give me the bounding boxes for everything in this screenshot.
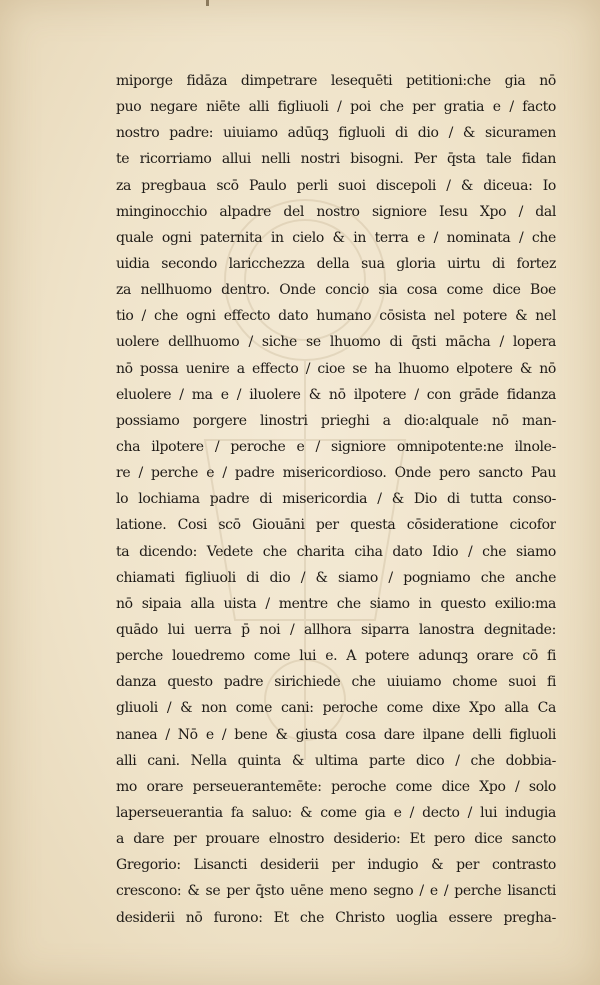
text-line: eluolere / ma e / iluolere & nō ilpotere / con grāde fidanza bbox=[116, 386, 556, 403]
text-line: cha ilpotere / peroche e / signiore omnipotente:ne ilnole- bbox=[116, 438, 556, 455]
text-line: mo orare perseuerantemēte: peroche come dice Xpo / solo bbox=[116, 778, 556, 795]
text-line: lo lochiama padre di misericordia / & Dio di tutta conso- bbox=[116, 491, 556, 508]
text-line: nanea / Nō e / bene & giusta cosa dare ilpane delli figluoli bbox=[116, 726, 556, 743]
text-line: chiamati figliuoli di dio / & siamo / pogniamo che anche bbox=[116, 569, 556, 586]
text-line: a dare per prouare elnostro desiderio: Et pero dice sancto bbox=[116, 831, 556, 848]
text-line: desiderii nō furono: Et che Christo uoglia essere pregha- bbox=[116, 909, 556, 926]
text-line: quādo lui uerra p̄ noi / allhora siparra lanostra degnitade: bbox=[116, 621, 556, 638]
text-line: re / perche e / padre misericordioso. Onde pero sancto Pau bbox=[116, 465, 556, 482]
text-line: nō sipaia alla uista / mentre che siamo in questo exilio:ma bbox=[116, 595, 556, 612]
text-line: latione. Cosi scō Giouāni per questa cōsideratione cicofor bbox=[116, 517, 556, 534]
text-line: nostro padre: uiuiamo adūqꝫ figluoli di dio / & sicuramen bbox=[116, 125, 556, 142]
text-line: ta dicendo: Vedete che charita ciha dato Idio / che siamo bbox=[116, 543, 556, 560]
text-line: te ricorriamo allui nelli nostri bisogni. Per q̄sta tale fidan bbox=[116, 151, 556, 168]
text-line: nō possa uenire a effecto / cioe se ha lhuomo elpotere & nō bbox=[116, 360, 556, 377]
text-line: minginocchio alpadre del nostro signiore Iesu Xpo / dal bbox=[116, 203, 556, 220]
text-line: uidia secondo laricchezza della sua gloria uirtu di fortez bbox=[116, 255, 556, 272]
text-line: quale ogni paternita in cielo & in terra e / nominata / che bbox=[116, 229, 556, 246]
text-line: danza questo padre sirichiede che uiuiamo chome suoi fi bbox=[116, 674, 556, 691]
page-text bbox=[116, 68, 556, 931]
text-line: alli cani. Nella quinta & ultima parte dico / che dobbia- bbox=[116, 752, 556, 769]
text-line: puo negare niēte alli figliuoli / poi che per gratia e / facto bbox=[116, 99, 556, 116]
text-line: Gregorio: Lisancti desiderii per indugio & per contrasto bbox=[116, 857, 556, 874]
text-line: tio / che ogni effecto dato humano cōsista nel potere & nel bbox=[116, 308, 556, 325]
text-line: za pregbaua scō Paulo perli suoi discepoli / & diceua: Io bbox=[116, 177, 556, 194]
text-line: miporge fidāza dimpetrare lesequēti petitioni:che gia nō bbox=[116, 73, 556, 89]
text-line: laperseuerantia fa saluo: & come gia e / decto / lui indugia bbox=[116, 804, 556, 821]
text-line: crescono: & se per q̄sto uēne meno segno / e / perche lisancti bbox=[116, 883, 556, 900]
page-edge-mark bbox=[206, 0, 209, 6]
text-line: uolere dellhuomo / siche se lhuomo di q̄sti mācha / lopera bbox=[116, 334, 556, 351]
text-line: possiamo porgere linostri prieghi a dio:alquale nō man- bbox=[116, 412, 556, 429]
text-line: gliuoli / & non come cani: peroche come dixe Xpo alla Ca bbox=[116, 700, 556, 717]
text-line: za nellhuomo dentro. Onde concio sia cosa come dice Boe bbox=[116, 282, 556, 299]
text-line: perche louedremo come lui e. A potere adunqꝫ orare cō fi bbox=[116, 648, 556, 665]
